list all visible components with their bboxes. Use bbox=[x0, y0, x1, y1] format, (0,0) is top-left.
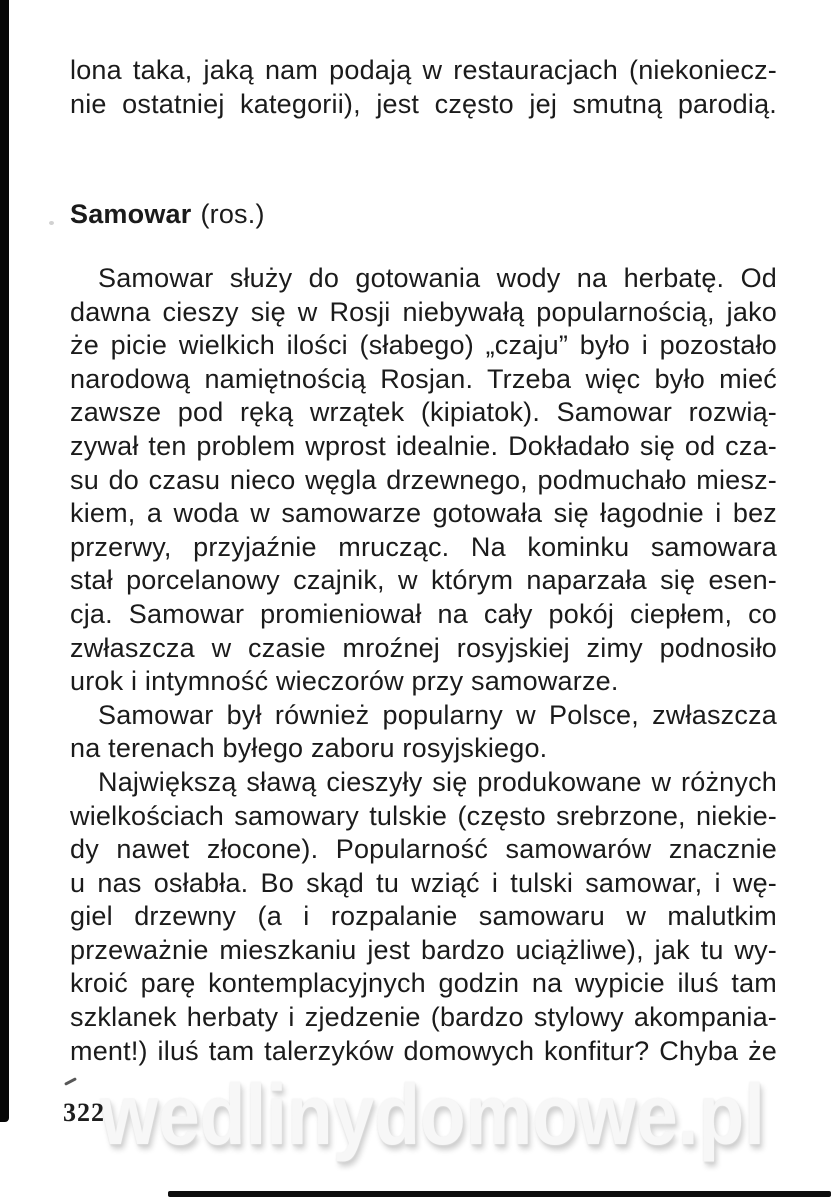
text-line: giel drzewny (a i rozpalanie samowaru w malutkim bbox=[70, 901, 777, 932]
entry-term: Samowar bbox=[70, 199, 192, 229]
text-line: przerwy, przyjaźnie mrucząc. Na kominku samowara bbox=[70, 531, 777, 562]
text-line: u nas osłabła. Bo skąd tu wziąć i tulski samowar, i wę- bbox=[70, 867, 777, 898]
text-line: kiem, a woda w samowarze gotowała się łagodnie i bez bbox=[70, 498, 777, 529]
paragraph bbox=[70, 699, 777, 766]
text-line: nie ostatniej kategorii), jest często jej smutną parodią. bbox=[70, 88, 777, 119]
entry-body bbox=[70, 262, 777, 1068]
page-number: 322 bbox=[63, 1098, 105, 1127]
text-line: Samowar był również popularny w Polsce, zwłaszcza bbox=[98, 699, 777, 730]
text-line: dawna cieszy się w Rosji niebywałą popularnością, jako bbox=[70, 296, 777, 327]
paragraph bbox=[70, 766, 777, 1068]
scan-edge-left-artifact bbox=[0, 0, 9, 1122]
text-line: Największą sławą cieszyły się produkowane w różnych bbox=[98, 766, 777, 797]
text-line: lona taka, jaką nam podają w restauracjach (niekoniecz- bbox=[70, 55, 777, 85]
text-line: su do czasu nieco węgla drzewnego, podmuchało miesz- bbox=[70, 464, 777, 495]
entry-heading bbox=[70, 197, 777, 231]
text-line: szklanek herbaty i zjedzenie (bardzo stylowy akompania- bbox=[70, 1002, 777, 1033]
scan-edge-bottom-artifact bbox=[168, 1191, 831, 1197]
entry-qualifier: (ros.) bbox=[200, 199, 265, 229]
scan-speck bbox=[49, 221, 54, 225]
text-line: przeważnie mieszkaniu jest bardzo uciążliwe), jak tu wy- bbox=[70, 934, 777, 965]
watermark: wedlinydomowe.pl bbox=[100, 1068, 765, 1163]
scan-speck bbox=[64, 1077, 77, 1086]
text-line: cja. Samowar promieniował na cały pokój ciepłem, co bbox=[70, 598, 777, 629]
text-line: wielkościach samowary tulskie (często srebrzone, niekie- bbox=[70, 800, 777, 831]
intro-paragraph bbox=[70, 54, 777, 121]
text-line: urok i intymność wieczorów przy samowarze. bbox=[70, 666, 619, 697]
text-line: kroić parę kontemplacyjnych godzin na wypicie iluś tam bbox=[70, 968, 777, 999]
text-line: na terenach byłego zaboru rosyjskiego. bbox=[70, 733, 548, 764]
text-line: zwłaszcza w czasie mroźnej rosyjskiej zimy podnosiło bbox=[70, 632, 777, 663]
paragraph bbox=[70, 54, 777, 121]
text-line: narodową namiętnością Rosjan. Trzeba więc było mieć bbox=[70, 363, 777, 394]
text-line: że picie wielkich ilości (słabego) „czaju” było i pozostało bbox=[70, 330, 777, 361]
text-line: dy nawet złocone). Popularność samowarów znacznie bbox=[70, 834, 777, 865]
text-line: zawsze pod ręką wrzątek (kipiatok). Samowar rozwią- bbox=[70, 397, 777, 428]
paragraph bbox=[70, 262, 777, 699]
text-line: zywał ten problem wprost idealnie. Dokładało się od cza- bbox=[70, 430, 777, 461]
text-line: Samowar służy do gotowania wody na herbatę. Od bbox=[98, 263, 777, 293]
text-line: stał porcelanowy czajnik, w którym naparzała się esen- bbox=[70, 565, 777, 596]
text-line: ment!) iluś tam talerzyków domowych konfitur? Chyba że bbox=[70, 1035, 777, 1066]
